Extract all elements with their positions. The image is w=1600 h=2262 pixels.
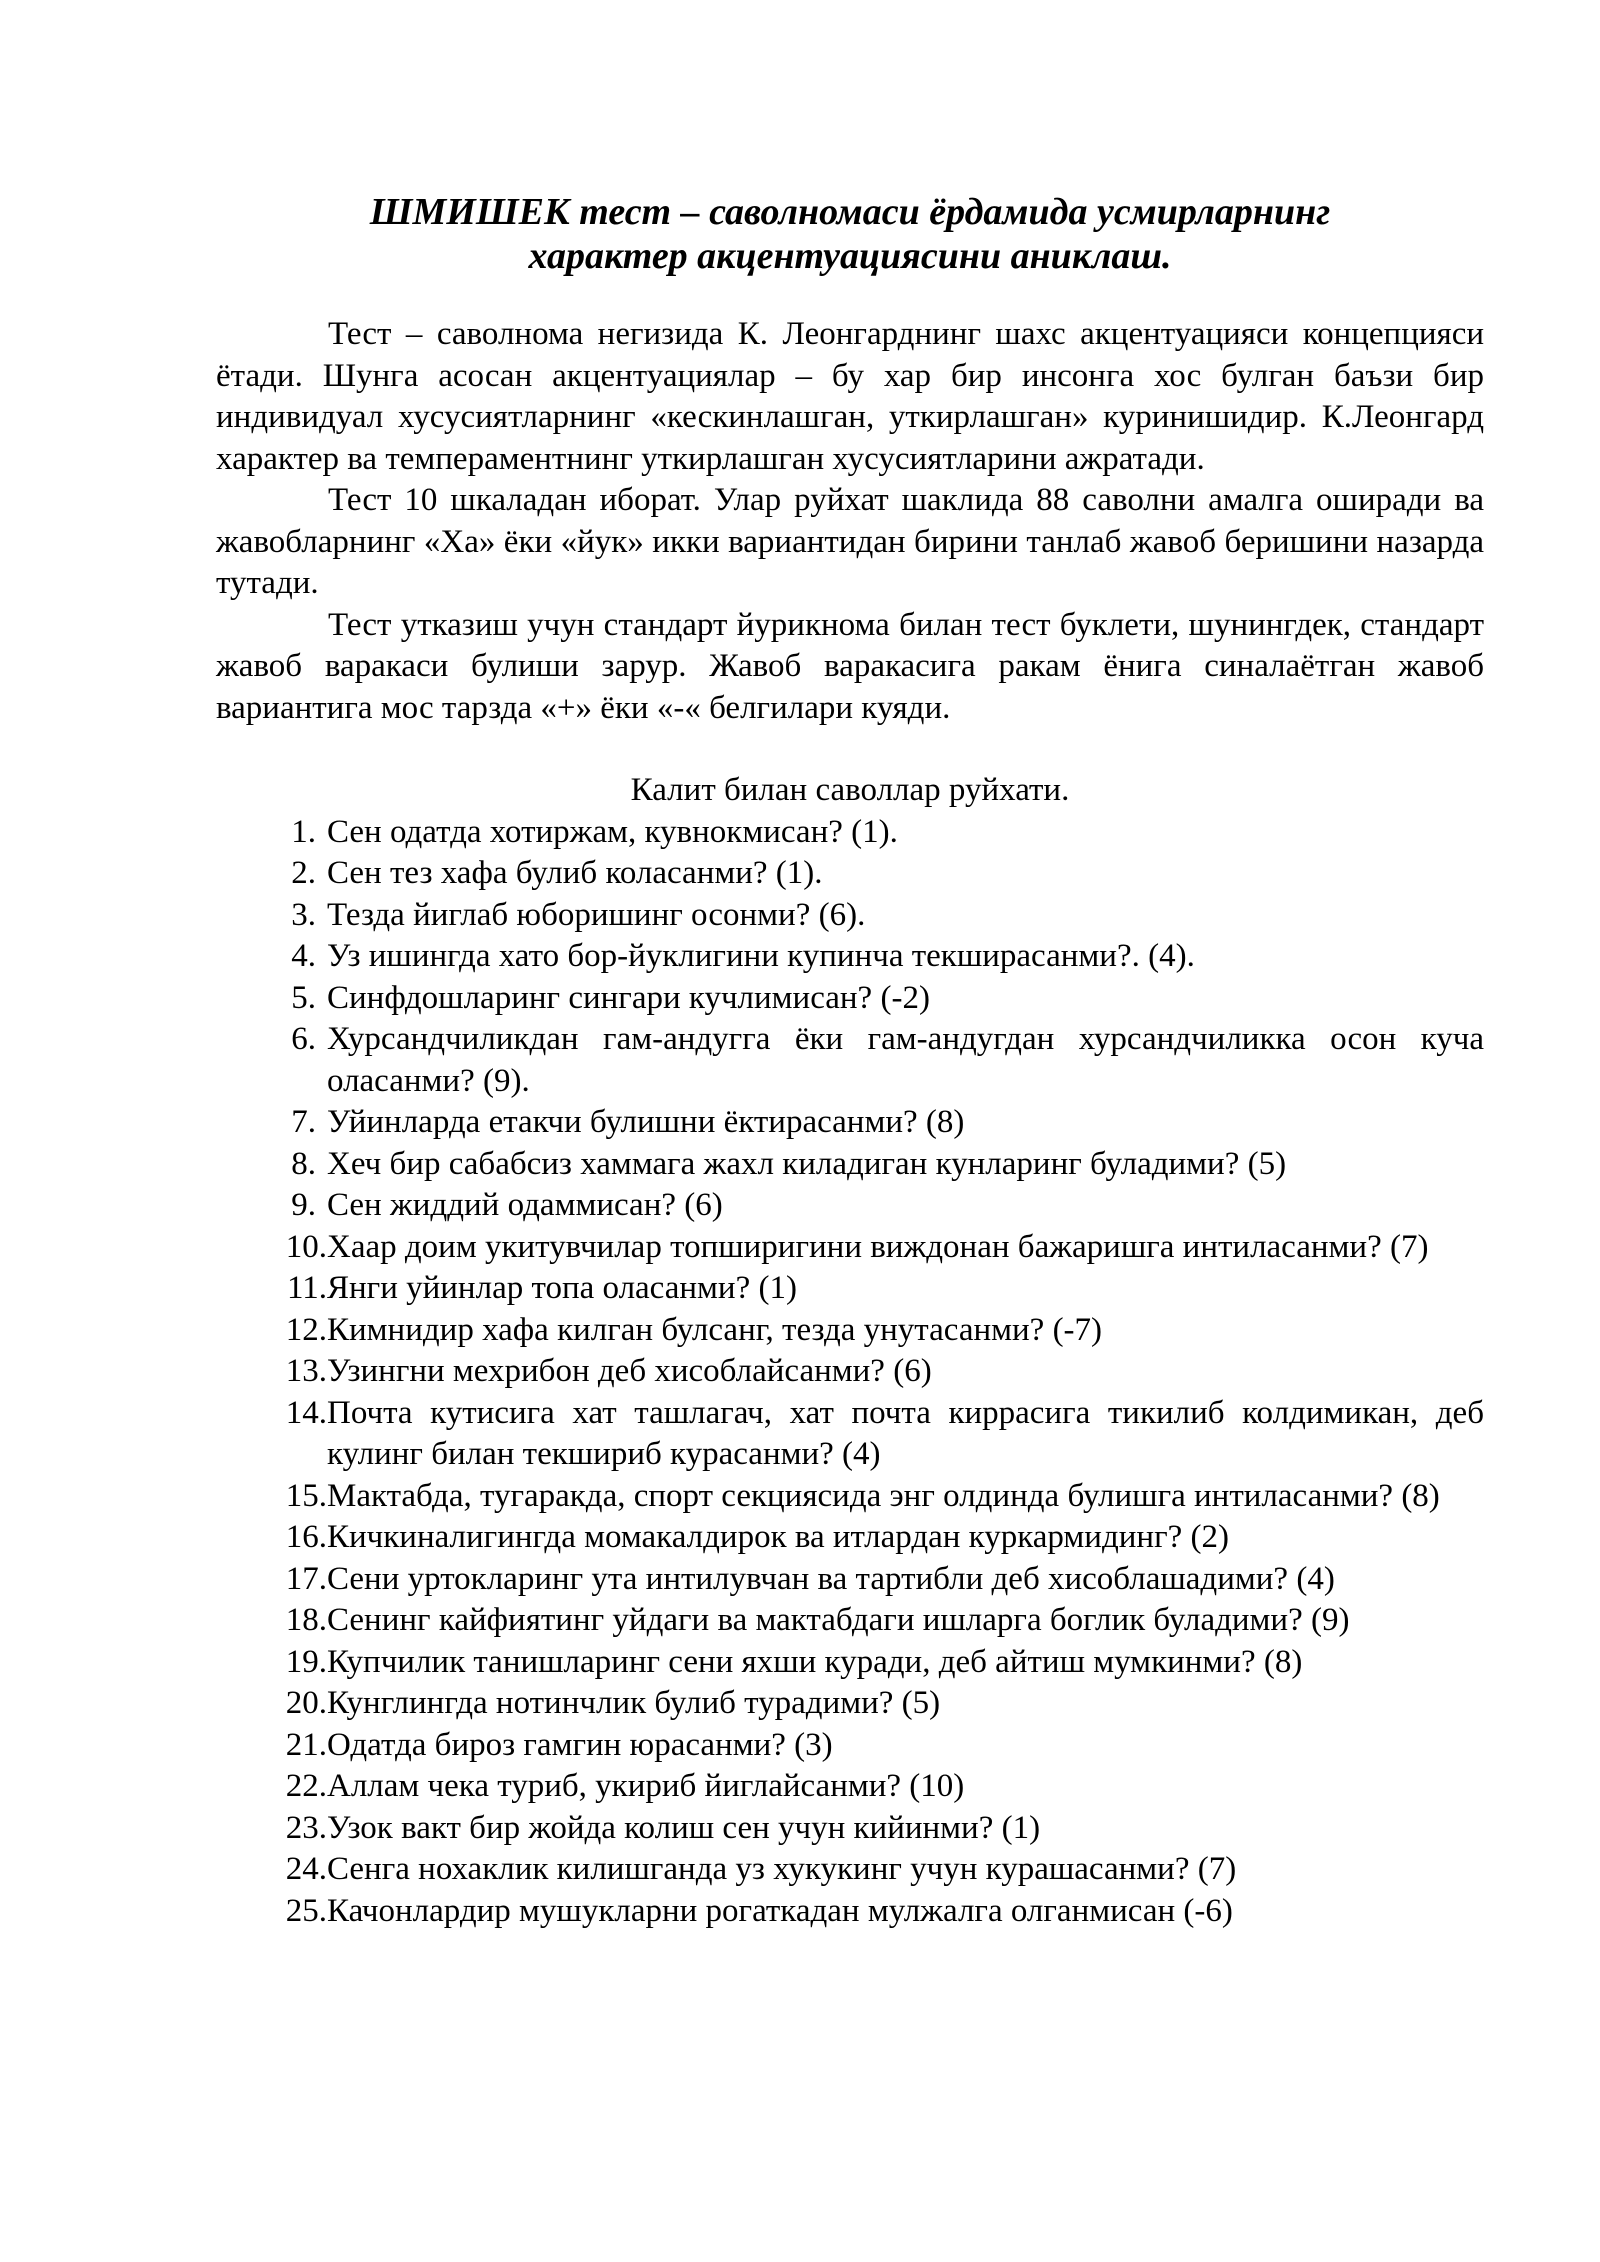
item-text: Хаар доим укитувчилар топширигини виждонан бажаришга интиласанми? (7) — [327, 1228, 1429, 1265]
document-title — [216, 190, 1484, 278]
item-number: 2. — [291, 855, 316, 891]
item-text: Узок вакт бир жойда колиш сен учун кийинми? (1) — [327, 1809, 1041, 1846]
list-item — [216, 1185, 1484, 1227]
item-text: Узингни мехрибон деб хисоблайсанми? (6) — [327, 1353, 932, 1389]
list-item — [216, 1268, 1484, 1310]
item-text: Хеч бир сабабсиз хаммага жахл киладиган кунларинг буладими? (5) — [327, 1145, 1287, 1182]
item-number: 22. — [285, 1768, 327, 1804]
list-item — [216, 1808, 1484, 1850]
item-text: Синфдошларинг сингари кучлимисан? (-2) — [327, 979, 930, 1016]
item-text: Купчилик танишларинг сени яхши куради, деб айтиш мумкинми? (8) — [327, 1643, 1303, 1680]
item-text: Почта кутисига хат ташлагач, хат почта киррасига тикилиб колдимикан, деб кулинг билан текшириб курасанми? (4) — [327, 1394, 1484, 1472]
item-text: Сен жиддий одаммисан? (6) — [327, 1187, 723, 1223]
item-number: 7. — [291, 1104, 316, 1140]
item-text: Сенинг кайфиятинг уйдаги ва мактабдаги ишларга боглик буладими? (9) — [327, 1602, 1350, 1638]
intro-paragraph: Тест утказиш учун стандарт йурикнома билан тест буклети, шунингдек, стандарт жавоб варакаси булиши зарур. Жавоб варакасига ракам ёнига синалаётган жавоб вариантига мос тарзда «+» ёки «-« белгилари куяди. — [216, 606, 1484, 726]
item-text: Кимнидир хафа килган булсанг, тезда унутасанми? (-7) — [327, 1311, 1103, 1348]
item-number: 25. — [285, 1892, 327, 1929]
item-text: Аллам чека туриб, укириб йиглайсанми? (10) — [327, 1768, 965, 1804]
item-text: Качонлардир мушукларни рогаткадан мулжалга олганмисан (-6) — [327, 1892, 1233, 1929]
item-text: Уз ишингда хато бор-йуклигини купинча текширасанми?. (4). — [327, 938, 1195, 974]
item-number: 8. — [291, 1145, 316, 1182]
title-line-1: ШМИШЕК тест – саволномаси ёрдамида усмирларнинг — [369, 191, 1331, 233]
item-number: 15. — [285, 1477, 327, 1514]
intro-paragraph: Тест 10 шкаладан иборат. Улар руйхат шаклида 88 саволни амалга оширади ва жавобларнинг «Ха» ёки «йук» икки вариантидан бирини танлаб жавоб беришини назарда тутади. — [216, 482, 1484, 601]
list-item — [216, 1019, 1484, 1102]
item-number: 12. — [285, 1311, 327, 1348]
item-number: 16. — [285, 1519, 327, 1555]
item-number: 23. — [285, 1809, 327, 1846]
title-line-2: характер акцентуациясини аниклаш. — [528, 235, 1172, 277]
item-number: 19. — [285, 1643, 327, 1680]
list-item — [216, 1144, 1484, 1186]
list-item — [216, 853, 1484, 895]
item-number: 18. — [285, 1602, 327, 1638]
item-number: 21. — [285, 1726, 327, 1763]
item-text: Сен тез хафа булиб коласанми? (1). — [327, 855, 823, 891]
list-item — [216, 1766, 1484, 1808]
item-text: Уйинларда етакчи булишни ёктирасанми? (8) — [327, 1104, 965, 1140]
item-number: 1. — [291, 813, 316, 850]
document-page — [216, 190, 1484, 1932]
list-item — [216, 1310, 1484, 1352]
item-number: 11. — [286, 1270, 327, 1306]
item-text: Кунглингда нотинчлик булиб турадими? (5) — [327, 1685, 941, 1721]
list-item — [216, 895, 1484, 937]
item-text: Хурсандчиликдан гам-андугга ёки гам-андугдан хурсандчиликка осон куча оласанми? (9). — [327, 1021, 1484, 1099]
list-heading: Калит билан саволлар руйхати. — [630, 772, 1070, 808]
item-text: Сени уртокларинг ута интилувчан ва тартибли деб хисоблашадими? (4) — [327, 1560, 1335, 1597]
item-number: 14. — [285, 1394, 327, 1431]
list-item — [216, 1351, 1484, 1393]
intro-paragraphs — [216, 314, 1484, 729]
list-item — [216, 1683, 1484, 1725]
item-number: 5. — [291, 979, 316, 1016]
item-text: Янги уйинлар топа оласанми? (1) — [327, 1270, 797, 1306]
list-item — [216, 1849, 1484, 1891]
list-item — [216, 1725, 1484, 1767]
item-number: 9. — [291, 1187, 316, 1223]
list-item — [216, 936, 1484, 978]
item-number: 10. — [285, 1228, 327, 1265]
list-item — [216, 812, 1484, 854]
list-item — [216, 1227, 1484, 1269]
list-item — [216, 1559, 1484, 1601]
item-number: 20. — [285, 1685, 327, 1721]
list-item — [216, 1476, 1484, 1518]
item-text: Сен одатда хотиржам, кувнокмисан? (1). — [327, 813, 898, 850]
list-item — [216, 1517, 1484, 1559]
item-number: 6. — [291, 1021, 316, 1057]
list-item — [216, 1102, 1484, 1144]
item-number: 17. — [285, 1560, 327, 1597]
question-list — [216, 812, 1484, 1933]
item-number: 13. — [285, 1353, 327, 1389]
list-item — [216, 1642, 1484, 1684]
item-number: 4. — [291, 938, 316, 974]
item-text: Сенга нохаклик килишганда уз хукукинг учун курашасанми? (7) — [327, 1851, 1237, 1887]
item-number: 3. — [291, 896, 316, 933]
list-item — [216, 1891, 1484, 1933]
item-text: Мактабда, тугаракда, спорт секциясида энг олдинда булишга интиласанми? (8) — [327, 1477, 1440, 1514]
item-number: 24. — [285, 1851, 327, 1887]
item-text: Кичкиналигингда момакалдирок ва итлардан куркармидинг? (2) — [327, 1519, 1229, 1555]
intro-paragraph: Тест – саволнома негизида К. Леонгарднинг шахс акцентуацияси концепцияси ётади. Шунга асосан акцентуациялар – бу хар бир инсонга хос булган баъзи бир индивидуал хусусиятларнинг «кескинлашган, уткирлашган» куринишидир. К.Леонгард характер ва темпераментнинг уткирлашган хусусиятларини ажратади. — [216, 316, 1484, 477]
list-item — [216, 1600, 1484, 1642]
item-text: Одатда бироз гамгин юрасанми? (3) — [327, 1726, 833, 1763]
list-item — [216, 1393, 1484, 1476]
list-item — [216, 978, 1484, 1020]
item-text: Тезда йиглаб юборишинг осонми? (6). — [327, 896, 866, 933]
